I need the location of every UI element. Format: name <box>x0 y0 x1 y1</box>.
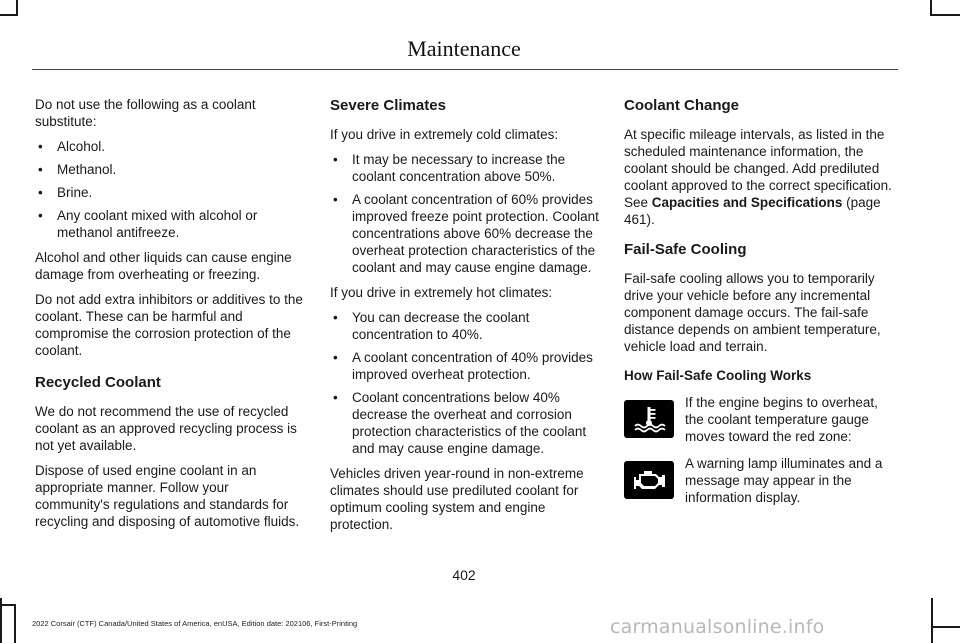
list-item: • It may be necessary to increase the coolant concentration above 50%. <box>333 152 566 184</box>
column-left <box>35 96 305 538</box>
bullet-icon: • <box>333 350 338 365</box>
cross-reference-link[interactable]: Capacities and Specifications <box>651 195 843 210</box>
cold-climate-list <box>330 151 600 276</box>
bullet-icon: • <box>38 185 43 200</box>
subheading-how-fail-safe-works: How Fail-Safe Cooling Works <box>624 368 812 383</box>
crop-mark <box>14 604 16 643</box>
bullet-icon: • <box>333 152 338 167</box>
paragraph: Fail-safe cooling allows you to temporarily drive your vehicle before any incremental component damage occurs. The fail-safe distance depends on ambient temperature, vehicle load and terrain. <box>624 271 881 354</box>
bullet-icon: • <box>38 139 43 154</box>
section-heading-recycled-coolant: Recycled Coolant <box>35 374 161 391</box>
list-item: • Brine. <box>38 185 93 200</box>
paragraph: If you drive in extremely cold climates: <box>330 127 559 142</box>
crop-mark <box>930 14 960 16</box>
bullet-icon: • <box>38 162 43 177</box>
list-item: • You can decrease the coolant concentration to 40%. <box>333 310 530 342</box>
list-item: • A coolant concentration of 60% provides improved freeze point protection. Coolant concentrations above 60% decrease the overheat protection characteristics of the coolant and may cause engine damage. <box>333 192 599 275</box>
indicator-row <box>624 455 894 506</box>
section-heading-severe-climates: Severe Climates <box>330 97 446 114</box>
paragraph: Do not add extra inhibitors or additives to the coolant. These can be harmful and compromise the corrosion protection of the coolant. <box>35 292 303 358</box>
list-item: • A coolant concentration of 40% provides improved overheat protection. <box>333 350 593 382</box>
section-heading-fail-safe-cooling: Fail-Safe Cooling <box>624 241 747 258</box>
coolant-temperature-icon <box>624 400 674 438</box>
page-number: 402 <box>452 567 476 583</box>
bullet-icon: • <box>333 192 338 207</box>
crop-mark <box>16 0 18 16</box>
paragraph: Vehicles driven year-round in non-extreme climates should use prediluted coolant for optimum cooling system and engine protection. <box>330 466 584 532</box>
crop-mark <box>931 598 933 643</box>
indicator-description: A warning lamp illuminates and a message may appear in the information display. <box>685 456 883 505</box>
bullet-icon: • <box>333 310 338 325</box>
hot-climate-list <box>330 309 600 457</box>
column-middle <box>330 96 600 541</box>
header-divider <box>32 69 898 70</box>
footer-edition-text: 2022 Corsair (CTF) Canada/United States of America, enUSA, Edition date: 202106, First-Printing <box>32 619 358 628</box>
page-title: Maintenance <box>407 36 521 61</box>
engine-warning-icon <box>624 461 674 499</box>
substitute-list <box>35 138 305 241</box>
list-item: • Any coolant mixed with alcohol or methanol antifreeze. <box>38 208 258 240</box>
list-item: • Coolant concentrations below 40% decrease the overheat and corrosion protection characteristics of the coolant and may cause engine damage. <box>333 390 587 456</box>
paragraph: We do not recommend the use of recycled coolant as an approved recycling process is not yet available. <box>35 404 297 453</box>
list-item: • Methanol. <box>38 162 117 177</box>
paragraph: If you drive in extremely hot climates: <box>330 285 553 300</box>
indicator-row <box>624 394 894 445</box>
paragraph: At specific mileage intervals, as listed in the scheduled maintenance information, the coolant should be changed. Add prediluted coolant approved to the correct specification. See Capacities and Specifications (page 461). <box>624 127 892 227</box>
column-right <box>624 96 894 516</box>
bullet-icon: • <box>333 390 338 405</box>
paragraph: Alcohol and other liquids can cause engine damage from overheating or freezing. <box>35 250 292 282</box>
section-heading-coolant-change: Coolant Change <box>624 97 739 114</box>
crop-mark <box>931 626 960 628</box>
paragraph: Dispose of used engine coolant in an appropriate manner. Follow your community's regulations and standards for recycling and disposing of automotive fluids. <box>35 463 300 529</box>
paragraph: Do not use the following as a coolant substitute: <box>35 97 256 129</box>
watermark: carmanualsonline.info <box>610 616 825 638</box>
bullet-icon: • <box>38 208 43 223</box>
indicator-description: If the engine begins to overheat, the coolant temperature gauge moves toward the red zone: <box>685 395 878 444</box>
list-item: • Alcohol. <box>38 139 106 154</box>
